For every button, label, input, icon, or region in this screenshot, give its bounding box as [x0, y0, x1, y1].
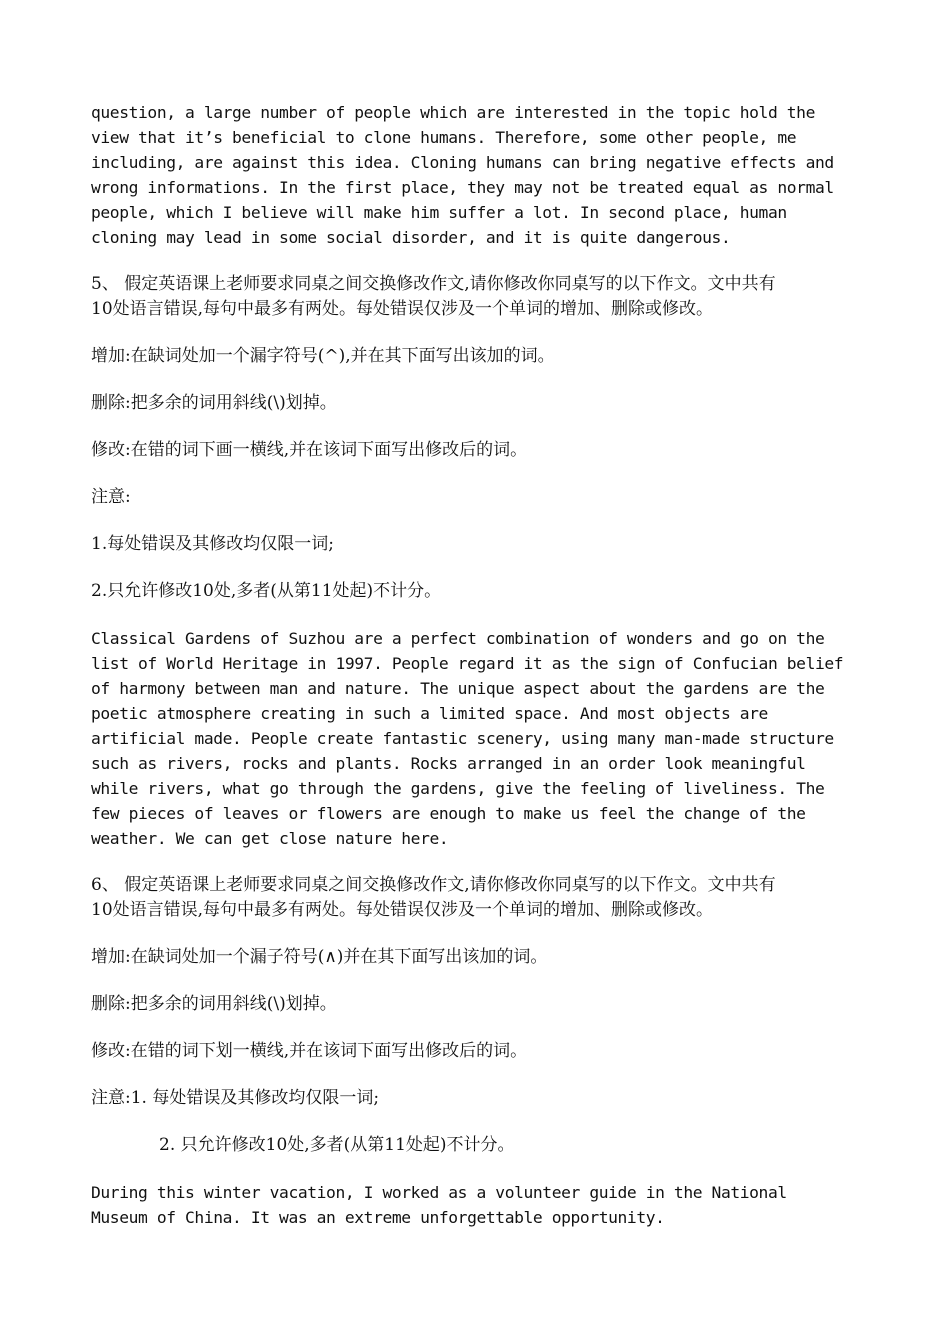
- task6-note-1: 注意:1. 每处错误及其修改均仅限一词;: [91, 1088, 380, 1108]
- task5-instructions: 5、 假定英语课上老师要求同桌之间交换修改作文,请你修改你同桌写的以下作文。文中共有 10处语言错误,每句中最多有两处。每处错误仅涉及一个单词的增加、删除或修改。: [91, 274, 776, 319]
- task5-rule-delete: 删除:把多余的词用斜线(\)划掉。: [91, 393, 337, 413]
- task5-rule-add: 增加:在缺词处加一个漏字符号(^),并在其下面写出该加的词。: [91, 346, 555, 366]
- task5-rule-modify: 修改:在错的词下画一横线,并在该词下面写出修改后的词。: [91, 440, 528, 460]
- task6-rule-delete: 删除:把多余的词用斜线(\)划掉。: [91, 994, 337, 1014]
- task5-note-heading: 注意:: [91, 487, 131, 507]
- passage-suzhou-gardens: Classical Gardens of Suzhou are a perfect combination of wonders and go on the list of World Heritage in 1997. People regard it as the sign of Confucian belief of harmony between man and nature. The unique aspect about the gardens are the poetic atmosphere creating in such a limited space. And most objects are artificial made. People create fantastic scenery, using many man-made structure such as rivers, rocks and plants. Rocks arranged in an order look meaningful while rivers, what go through the gardens, give the feeling of liveliness. The few pieces of leaves or flowers are enough to make us feel the change of the weather. We can get close nature here.: [91, 629, 844, 848]
- task6-instructions: 6、 假定英语课上老师要求同桌之间交换修改作文,请你修改你同桌写的以下作文。文中共有 10处语言错误,每句中最多有两处。每处错误仅涉及一个单词的增加、删除或修改。: [91, 875, 776, 920]
- task5-note-2: 2.只允许修改10处,多者(从第11处起)不计分。: [91, 581, 442, 601]
- passage-museum-volunteer: During this winter vacation, I worked as a volunteer guide in the National Museum of China. It was an extreme unforgettable opportunity.: [91, 1183, 787, 1227]
- task6-rule-modify: 修改:在错的词下划一横线,并在该词下面写出修改后的词。: [91, 1041, 528, 1061]
- task6-note-2: 2. 只允许修改10处,多者(从第11处起)不计分。: [159, 1135, 515, 1155]
- passage-cloning-end: question, a large number of people which are interested in the topic hold the view that it’s beneficial to clone humans. Therefore, some other people, me including, are against this idea. Cloning humans can bring negative effects and wrong informations. In the first place, they may not be treated equal as normal people, which I believe will make him suffer a lot. In second place, human cloning may lead in some social disorder, and it is quite dangerous.: [91, 103, 834, 247]
- document-page: [91, 100, 866, 1230]
- task5-note-1: 1.每处错误及其修改均仅限一词;: [91, 534, 334, 554]
- task6-rule-add: 增加:在缺词处加一个漏子符号(∧)并在其下面写出该加的词。: [91, 947, 548, 967]
